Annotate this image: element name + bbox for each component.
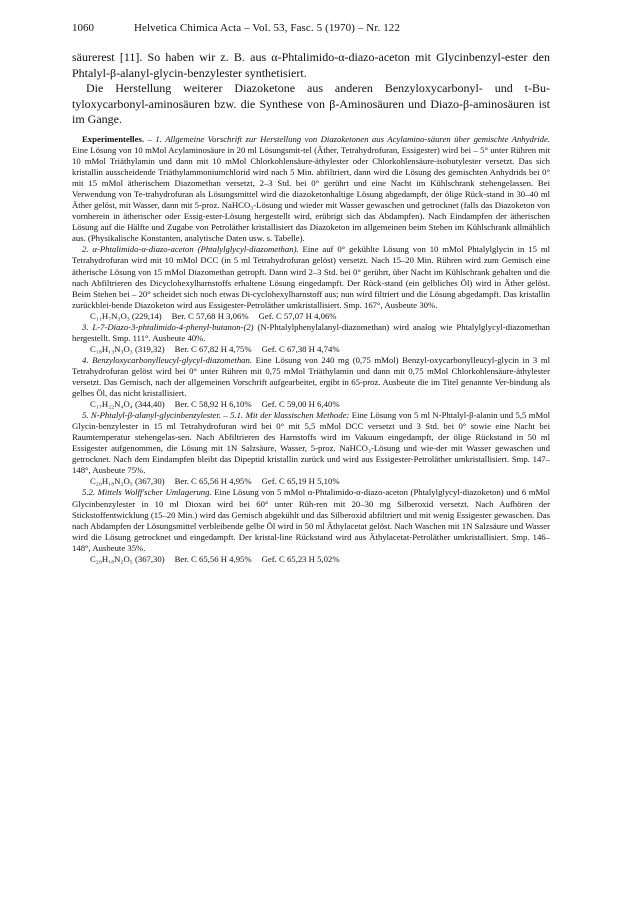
calculated: Ber. C 65,56 H 4,95%: [174, 553, 252, 564]
section-heading: Experimentelles.: [82, 133, 145, 144]
procedure-4-text: Eine Lösung von 240 mg (0,75 mMol) Benzyl-oxycarbonylleucyl-glycin in 3 ml Tetrahydrofuran gelöst wird bei 0° unter Rühren mit 0,75 mMol Triäthylamin und dann mit 0,75 mMol Chlorkohlensäure-äthylester versetzt. Das Gemisch, nach der allgemeinen Vorschrift aufgearbeitet, ergibt in 65-proz. Ausbeute die im Titel genannte Ver-bindung als gelbes Öl, das nicht kristallisiert.: [72, 354, 550, 399]
procedure-3-text: (N-Phtalylphenylalanyl-diazomethan) wird analog wie Phtalylglycyl-diazomethan hergestellt. Smp. 111°. Ausbeute 40%.: [72, 321, 550, 343]
analysis-3: [72, 344, 550, 355]
found: Gef. C 65,19 H 5,10%: [261, 476, 340, 487]
found: Gef. C 65,23 H 5,02%: [261, 553, 340, 564]
procedure-1-text: Eine Lösung von 10 mMol Acylaminosäure in 20 ml Lösungsmit-tel (Äther, Tetrahydrofuran, Essigester) wird bei – 5° unter Rühren mit 10 mMol Triäthylamin und dann mit 10 mMol Chlorkohlensäure-äthylester oder Chlorkohlensäure-isobutylester versetzt. Das sich kristallin ausscheidende Triäthylammoniumchlorid wird nach 5 Min. abfiltriert, dann wird die Lösung des gemischten Anhydrids bei 0° mit 15 mMol ätherischem Diazomethan versetzt, 2–3 Std. bei 0° gerührt und eine Nacht im Kühlschrank stehengelassen. Bei Verwendung von Te-trahydrofuran als Lösungsmittel wird die diazoketonhaltige Lösung abgedampft, der ölige Rück-stand in 30–40 ml Äther gelöst, mit Wasser, dann mit 5-proz. NaHCO₃-Lösung und wieder mit Wasser gewaschen und getrocknet (falls das Diazoketon von vornherein in ätherischer oder Essig-ester-Lösung hergestellt wird, erübrigt sich das Abdampfen). Nach Eindampfen der ätherischen Lösung auf die Hälfte und Zugabe von Petroläther kristallisiert das Diazoketon im allgemeinen beim Stehen im Kühlschrank allmählich aus. (Physikalische Konstanten, analytische Daten usw. s. Tabelle).: [72, 145, 550, 244]
intro-paragraph-2: Die Herstellung weiterer Diazoketone aus anderen Benzyloxycarbonyl- und t-Bu-tyloxycarbonyl-aminosäuren bzw. die Synthese von β-Aminosäuren und Diazo-β-aminosäuren ist im Gange.: [72, 81, 550, 127]
found: Gef. C 59,00 H 6,40%: [261, 399, 340, 410]
procedure-5-text: Eine Lösung von 5 ml N-Phtalyl-β-alanin und 5,5 mMol Glycin-benzylester in 15 ml Tetrahydrofuran wird bei 0° mit 5,5 mMol DCC versetzt und 3 Std. bei 0° sowie eine Nacht bei Raumtemperatur stehengelas-sen. Nach Abfiltrieren des Harnstoffs wird im Vakuum eingedampft, der ölige Rückstand in 50 ml Essigester aufgenommen, die Lösung mit 1N Salzsäure, Wasser, 5-proz. NaHCO₃-Lösung und wie-der mit Wasser gewaschen und getrocknet. Nach dem Eindampfen bleibt das Dipeptid kristallin zurück und wird aus Essigester-Petroläther umkristallisiert. Smp. 147–148°, Ausbeute 75%.: [72, 410, 551, 476]
formula: C₁₇H₂₂N₄O₄ (344,40): [90, 399, 165, 410]
experimental-section: [72, 134, 550, 565]
procedure-2-text: Eine auf 0° gekühlte Lösung von 10 mMol Phtalylglycin in 15 ml Tetrahydrofuran wird mit 10 mMol DCC (in 5 ml Tetrahydrofuran gelöst) versetzt. Nach 15–20 Min. Rühren wird zum Gemisch eine ätherische Lösung von 15 mMol Diazomethan getropft. Dann wird 2–3 Std. bei 0° gerührt, über Nacht im Kühlschrank gehalten und die nach Abfiltrieren des Dicyclohexylharnstoffs erhaltene Lösung eingedampft. Der Rück-stand (ein gelbliches Öl) wird in Äther gelöst. Beim Stehen bei – 20° scheidet sich noch etwas Di-cyclohexylharnstoff aus; nun wird filtriert und die Lösung abgedampft. Das kristallin zurückblei-bende Diazoketon wird aus Essigester-Petroläther umkristallisiert. Smp. 167°, Ausbeute 30%.: [72, 244, 550, 310]
analysis-5: [72, 476, 550, 487]
calculated: Ber. C 57,68 H 3,06%: [171, 310, 249, 321]
analysis-4: [72, 399, 550, 410]
calculated: Ber. C 65,56 H 4,95%: [174, 476, 252, 487]
procedure-6-text: Eine Lösung von 5 mMol α-Phtalimido-α-diazo-aceton (Phtalylglycyl-diazoketon) und 6 mMol Glycinbenzylester in 10 ml Dioxan wird bei 60° unter Rüh-ren mit 20–30 mg Silberoxid versetzt. Nach Aufhören der Stickstoffentwicklung (15–20 Min.) wird das Gemisch abgekühlt und das Silberoxid abfiltriert und mit wenig Essigester gewaschen. Das nach Abdampfen der Lösungsmittel verbleibende gelbe Öl wird in 50 ml Äthylacetat gelöst. Nach Waschen mit 1N Salzsäure und Wasser wird die Lösung getrocknet und eingedampft. Der kristal-line Rückstand wird aus Äthylacetat-Petroläther umkristallisiert. Smp. 146–148°, Ausbeute 35%.: [72, 487, 551, 553]
analysis-6: [72, 554, 550, 565]
formula: C₂₀H₁₈N₂O₅ (367,30): [90, 553, 165, 564]
formula: C₂₀H₁₈N₂O₅ (367,30): [90, 476, 165, 487]
procedure-6-title: 5.2. Mittels Wolff'scher Umlagerung.: [82, 487, 212, 498]
journal-title: Helvetica Chimica Acta – Vol. 53, Fasc. 5 (1970) – Nr. 122: [134, 22, 400, 34]
calculated: Ber. C 58,92 H 6,10%: [174, 399, 252, 410]
intro-text: [72, 50, 550, 128]
found: Gef. C 57,07 H 4,06%: [258, 310, 337, 321]
page-header: [72, 22, 550, 38]
procedure-3-title: 3. L-7-Diazo-3-phtalimido-4-phenyl-butanon-(2): [82, 321, 254, 332]
procedure-5-title: 5. N-Phtalyl-β-alanyl-glycinbenzylester. – 5.1. Mit der klassischen Methode:: [82, 410, 350, 421]
formula: C₁₈H₁₃N₃O₃ (319,32): [90, 343, 165, 354]
intro-paragraph-1: säurerest [11]. So haben wir z. B. aus α-Phtalimido-α-diazo-aceton mit Glycinbenzyl-ester den Phtalyl-β-alanyl-glycin-benzylester synthetisiert.: [72, 50, 550, 80]
formula: C₁₁H₇N₃O₃ (229,14): [90, 310, 162, 321]
procedure-4-title: 4. Benzyloxycarbonylleucyl-glycyl-diazomethan.: [82, 354, 253, 365]
procedure-2-title: 2. α-Phtalimido-α-diazo-aceton (Phtalylglycyl-diazomethan).: [82, 244, 299, 255]
analysis-2: [72, 311, 550, 322]
calculated: Ber. C 67,82 H 4,75%: [174, 343, 252, 354]
page-number: 1060: [72, 22, 94, 34]
procedure-1-title: – 1. Allgemeine Vorschrift zur Herstellung von Diazoketonen aus Acylamino-säuren über gemischte Anhydride.: [147, 133, 551, 144]
found: Gef. C 67,38 H 4,74%: [261, 343, 340, 354]
document-page: [72, 22, 550, 565]
